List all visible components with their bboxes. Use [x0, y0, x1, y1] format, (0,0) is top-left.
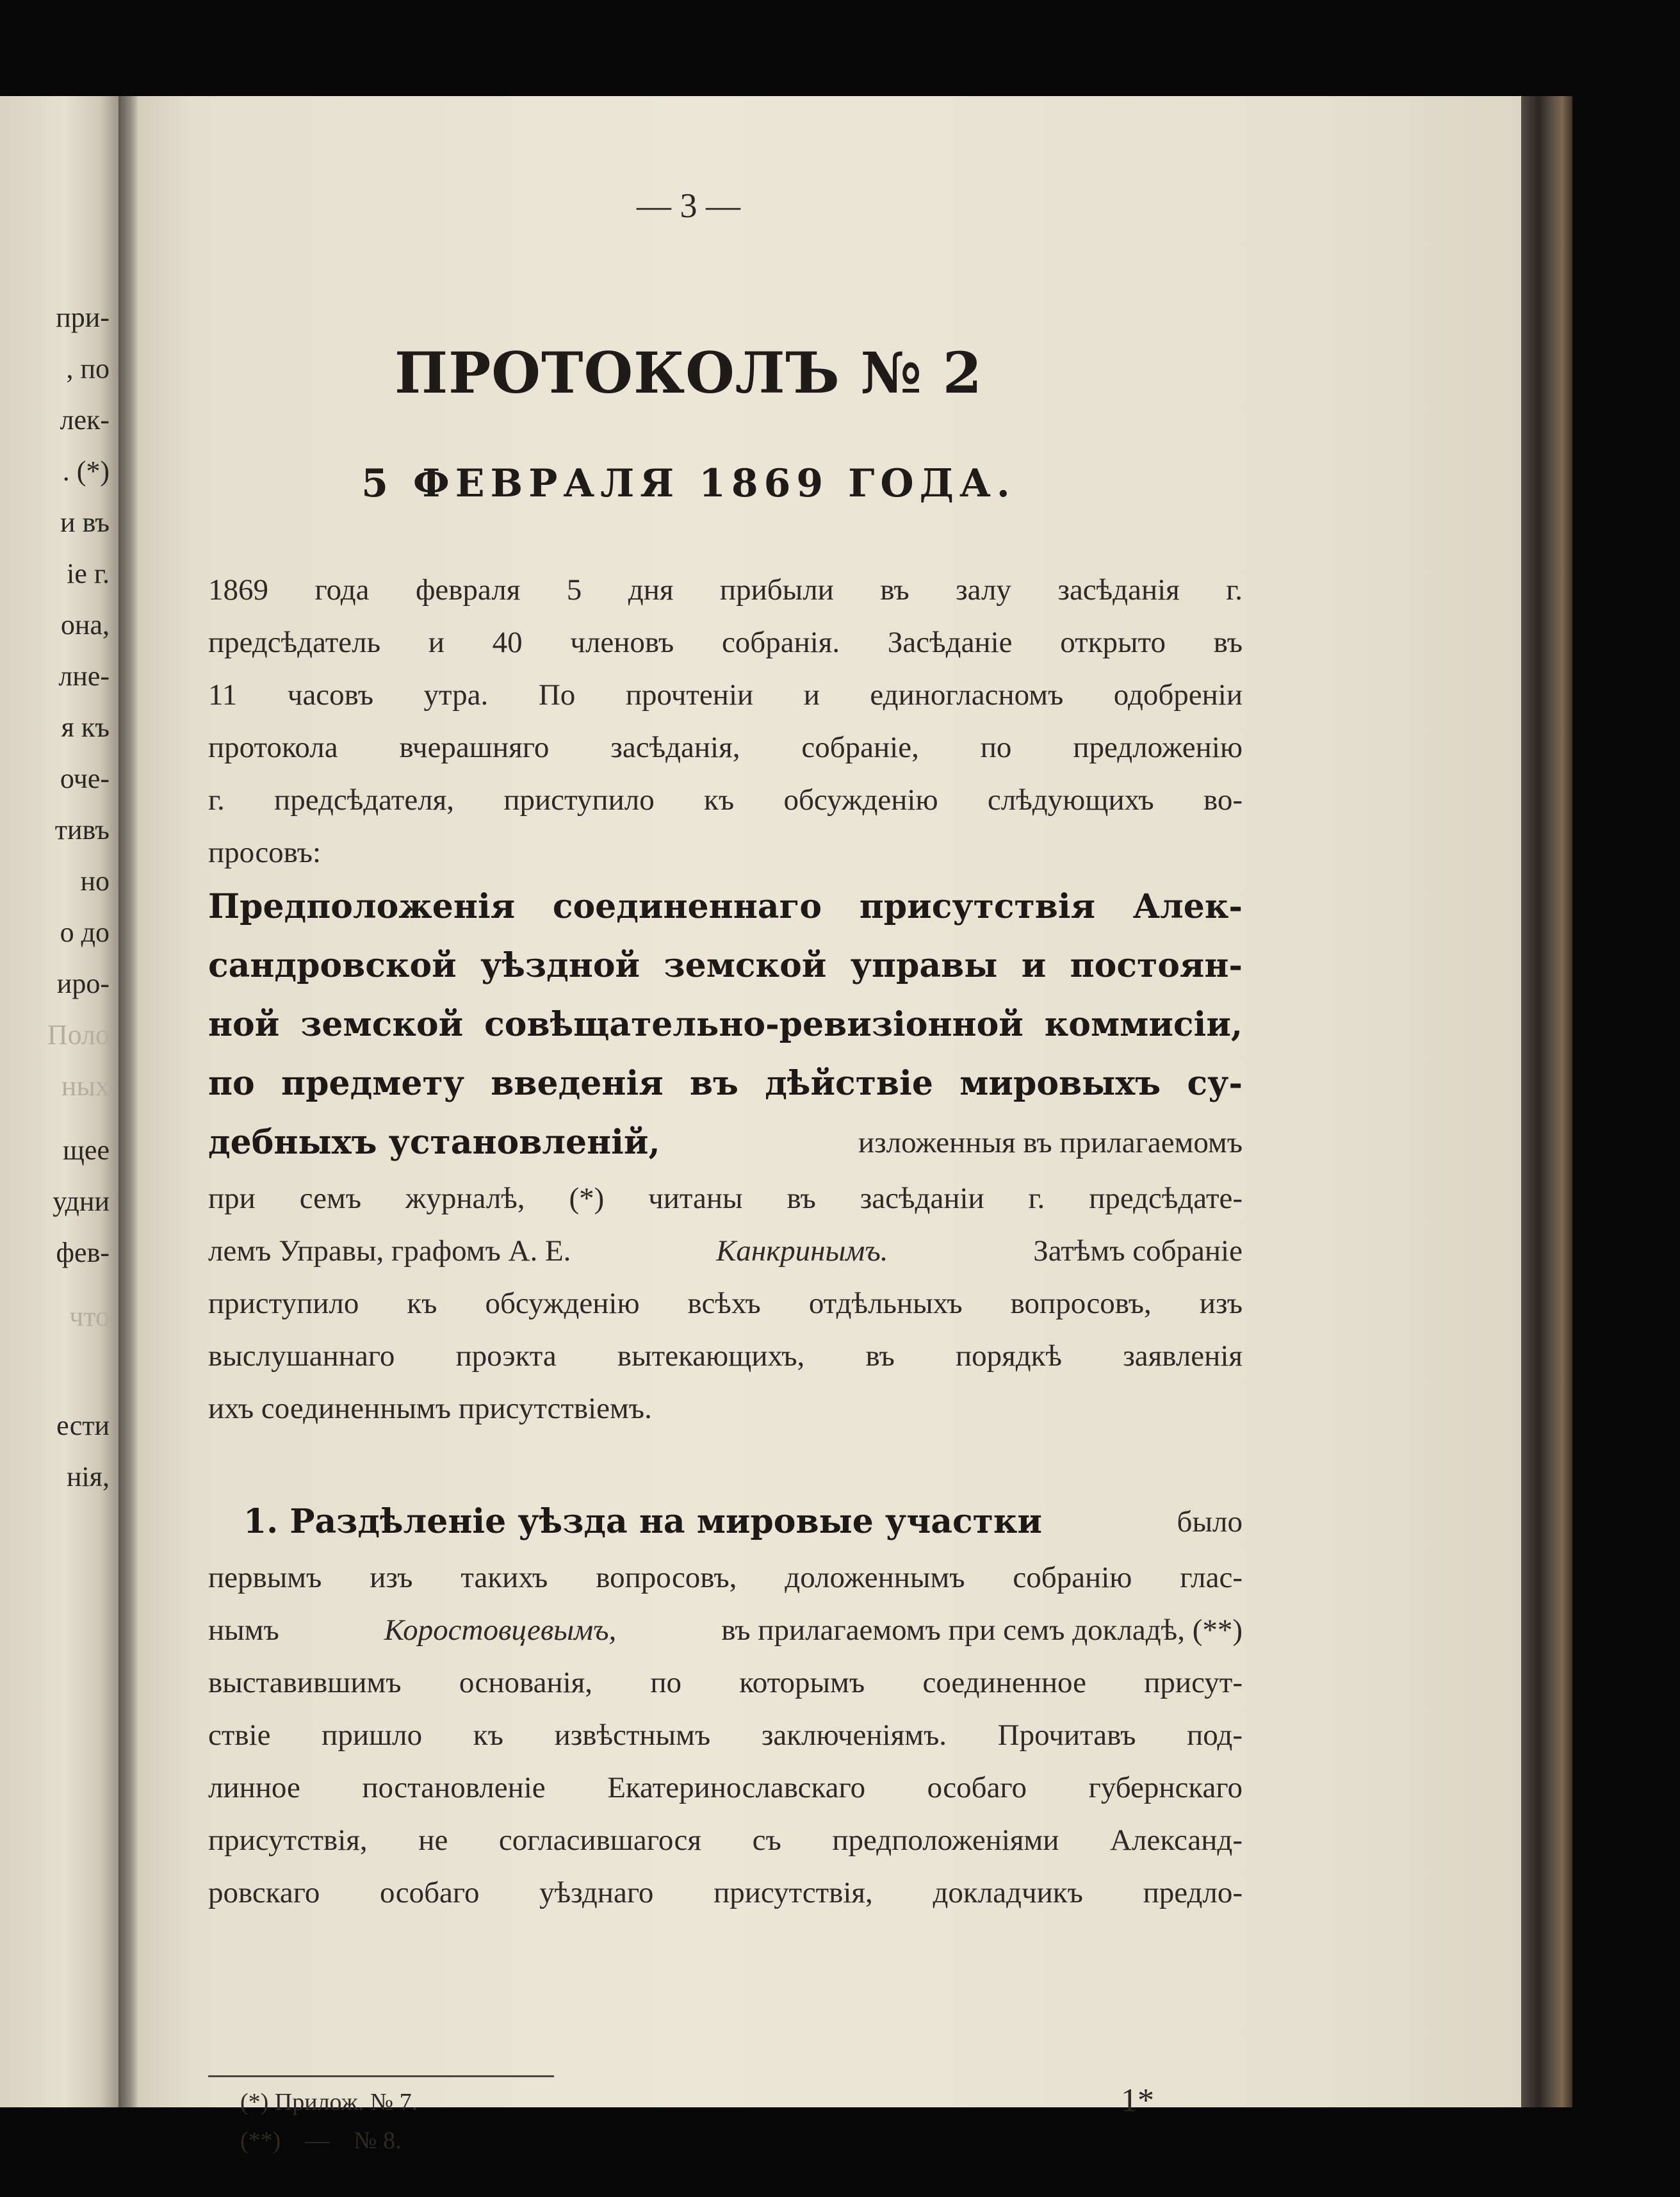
left-page-fragment: Поло — [47, 1019, 110, 1050]
para2-line: при семъ журналѣ, (*) читаны въ засѣданіи г. предсѣдате- — [208, 1182, 1243, 1215]
para2-mixed-line-2 — [208, 1225, 1243, 1277]
para3-l3-b: въ прилагаемомъ при семъ докладѣ, (**) — [721, 1613, 1243, 1647]
paragraph-3 — [208, 1492, 1243, 1919]
para3-line: ровскаго особаго уѣзднаго присутствія, докладчикъ предло- — [208, 1876, 1243, 1909]
para2-c-a: лемъ Управы, графомъ А. Е. — [208, 1234, 571, 1268]
left-page-fragment: , по — [66, 353, 110, 384]
footnote-1: (*) Прилож. № 7. — [240, 2089, 418, 2116]
para3-line: ствіе пришло къ извѣстнымъ заключеніямъ. Прочитавъ под- — [208, 1719, 1243, 1752]
para2-bold-line: сандровской уѣздной земской управы и постоян- — [208, 946, 1243, 985]
footnote-divider — [208, 2075, 554, 2077]
para2-bold-tail: дебныхъ установленій, — [208, 1123, 660, 1162]
para2-bold-line: Предположенія соединеннаго присутствія Алек- — [208, 887, 1243, 926]
left-page-fragment: она, — [60, 609, 110, 641]
left-page-fragment: о до — [60, 917, 110, 948]
left-page-fragment: лне- — [58, 660, 110, 692]
para1-line: 1869 года февраля 5 дня прибыли въ залу засѣданія г. — [208, 573, 1243, 607]
para1-line: просовъ: — [208, 836, 322, 869]
footnote-2: (**) — № 8. — [240, 2127, 402, 2154]
para3-mixed-line — [208, 1604, 1243, 1656]
para2-mixed-line — [208, 1113, 1243, 1172]
para3-heading-line — [208, 1492, 1243, 1551]
left-page-fragment: оче- — [60, 763, 110, 794]
para1-line: протокола вчерашняго засѣданія, собраніе, по предложенію — [208, 731, 1243, 764]
para1-line: предсѣдатель и 40 членовъ собранія. Засѣданіе открыто въ — [208, 626, 1243, 659]
left-page-fragment: щее — [63, 1134, 110, 1166]
left-page-fragment: нія, — [66, 1461, 110, 1492]
document-page — [138, 96, 1521, 2154]
left-page-fragment: я къ — [61, 712, 110, 743]
left-page-fragment: но — [80, 865, 110, 897]
para2-line: приступило къ обсужденію всѣхъ отдѣльныхъ вопросовъ, изъ — [208, 1287, 1243, 1320]
left-page-fragment: при- — [56, 302, 110, 333]
left-page-fragment: ных — [61, 1070, 110, 1102]
left-page-fragment: и въ — [60, 507, 110, 538]
para3-l3-a: нымъ — [208, 1613, 279, 1647]
left-page-fragment: лек- — [60, 404, 110, 436]
page-number: — 3 — — [637, 186, 740, 225]
para3-line: выставившимъ основанія, по которымъ соединенное присут- — [208, 1666, 1243, 1699]
left-page — [0, 96, 118, 2107]
para2-bold-line: по предмету введенія въ дѣйствіе мировыхъ су- — [208, 1064, 1243, 1103]
paragraph-1 — [208, 564, 1243, 879]
para2-line: ихъ соединеннымъ присутствіемъ. — [208, 1392, 652, 1425]
para3-line: первымъ изъ такихъ вопросовъ, доложеннымъ собранію глас- — [208, 1561, 1243, 1594]
left-page-fragment: что — [69, 1301, 110, 1332]
para3-heading-rest: было — [1177, 1505, 1243, 1539]
left-page-fragment: . (*) — [62, 455, 110, 487]
para3-line: присутствія, не согласившагося съ предположеніями Александ- — [208, 1824, 1243, 1857]
para1-line: 11 часовъ утра. По прочтеніи и единогласномъ одобреніи — [208, 678, 1243, 712]
left-page-fragment: тивъ — [54, 814, 110, 845]
para3-line: линное постановленіе Екатеринославскаго особаго губернскаго — [208, 1771, 1243, 1804]
left-page-fragment: удни — [53, 1186, 110, 1217]
para1-line: г. предсѣдателя, приступило къ обсужденію слѣдующихъ во- — [208, 783, 1243, 817]
left-page-fragment: іе г. — [67, 558, 110, 589]
para2-regular-tail: изложенныя въ прилагаемомъ — [858, 1126, 1243, 1159]
signature-mark: 1* — [1121, 2082, 1154, 2119]
para2-c-b: Затѣмъ собраніе — [1033, 1234, 1243, 1268]
paragraph-2 — [208, 878, 1243, 1435]
document-date: 5 ФЕВРАЛЯ 1869 ГОДА. — [361, 461, 1016, 506]
page-gutter — [118, 96, 138, 2107]
para2-c-italic: Канкринымъ. — [716, 1234, 888, 1268]
para2-bold-line: ной земской совѣщательно-ревизіонной коммисіи, — [208, 1005, 1243, 1044]
left-page-fragment: ести — [56, 1410, 110, 1441]
left-page-fragment: фев- — [56, 1237, 110, 1268]
left-page-fragment: иро- — [56, 968, 110, 999]
page-edge-stack — [1521, 96, 1572, 2107]
para3-bold-heading: 1. Раздѣленіе уѣзда на мировые участки — [243, 1502, 1042, 1541]
para3-l3-italic: Коростовцевымъ, — [384, 1613, 617, 1647]
para2-line: выслушаннаго проэкта вытекающихъ, въ порядкѣ заявленія — [208, 1339, 1243, 1373]
document-title: ПРОТОКОЛЪ № 2 — [395, 339, 983, 406]
